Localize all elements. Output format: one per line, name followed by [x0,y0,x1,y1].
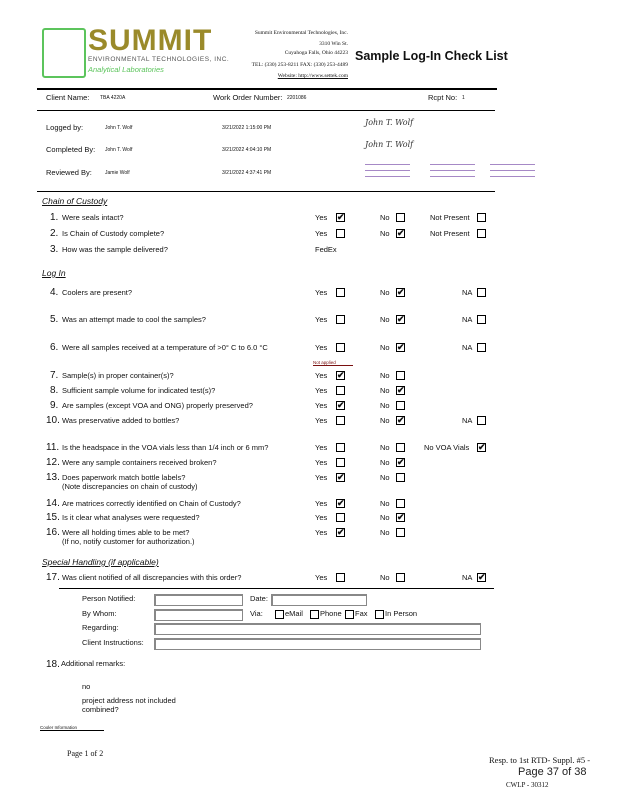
option-label: No [380,229,390,238]
checked-checkbox[interactable]: ✔ [397,287,405,297]
question-number: 8. [50,385,59,396]
checkbox[interactable] [477,416,486,425]
checkbox[interactable] [396,443,405,452]
question-number: 5. [50,314,59,325]
checked-checkbox[interactable]: ✔ [337,400,345,410]
option-label: No [380,528,390,537]
reviewer-signature-image [365,162,410,180]
question-text: Are samples (except VOA and ONG) properly preserved? [62,401,253,410]
option-label: No [380,416,390,425]
overall-page-number: Page 37 of 38 [518,766,587,778]
question-answer: FedEx [315,245,337,254]
option-label: No [380,499,390,508]
person-name: John T. Wolf [105,147,133,153]
checkbox[interactable] [336,573,345,582]
remark-line: no [82,682,91,691]
remarks-label: Additional remarks: [61,659,126,668]
not-applied-note: Not applied [313,360,353,366]
option-label: Yes [315,343,328,352]
option-label: Yes [315,401,328,410]
person-role-label: Reviewed By: [46,168,92,177]
checkbox[interactable] [336,315,345,324]
question-number: 4. [50,287,59,298]
checkbox[interactable] [477,343,486,352]
question-text: Does paperwork match bottle labels? [62,473,186,482]
option-label: Yes [315,573,328,582]
question-number: 11. [46,442,60,453]
client-name-label: Client Name: [46,93,90,102]
question-number: 14. [46,498,60,509]
checkbox[interactable] [336,386,345,395]
person-datetime: 3/21/2022 4:04:10 PM [222,147,272,153]
summit-logo-icon [42,28,86,78]
rcpt-no-label: Rcpt No: [428,93,458,102]
question-text: Were any sample containers received broken? [62,458,217,467]
question-number: 15. [46,512,60,523]
logo-wordmark: SUMMIT [88,24,213,57]
checked-checkbox[interactable]: ✔ [397,415,405,425]
via-label: Via: [250,609,263,618]
signature-image: John T. Wolf [365,118,414,127]
response-label: Resp. to 1st RTD- Suppl. #5 - [489,755,591,765]
option-label: No [380,443,390,452]
work-order-value: 2201086 [287,95,307,101]
question-note: (Note discrepancies on chain of custody) [62,482,198,491]
question-text: Were seals intact? [62,213,124,222]
question-text: Was client notified of all discrepancies with this order? [62,573,242,582]
question-text: Were all samples received at a temperature of >0° C to 6.0 °C [62,343,268,352]
option-label: NA [462,416,473,425]
option-label: NA [462,573,473,582]
checked-checkbox[interactable]: ✔ [397,342,405,352]
client-instructions-label: Client Instructions: [82,638,144,647]
address-line: Cuyahoga Falls, Ohio 44223 [284,50,348,56]
via-phone-label: Phone [320,609,342,618]
checkbox[interactable] [336,343,345,352]
question-text: Is Chain of Custody complete? [62,229,165,238]
checked-checkbox[interactable]: ✔ [478,572,486,582]
question-text: Were all holding times able to be met? [62,528,190,537]
option-label: No [380,401,390,410]
option-label: Yes [315,458,328,467]
via-email-checkbox[interactable] [275,610,284,619]
address-line: Summit Environmental Technologies, Inc. [254,30,348,36]
checked-checkbox[interactable]: ✔ [337,212,345,222]
question-number: 10. [46,415,60,426]
option-label: NA [462,343,473,352]
remark-line: combined? [82,705,119,714]
via-phone-checkbox[interactable] [310,610,319,619]
option-label: Yes [315,443,328,452]
via-in-person-checkbox[interactable] [375,610,384,619]
signature-image: John T. Wolf [365,140,414,149]
option-label: Yes [315,416,328,425]
option-label: Not Present [430,213,470,222]
checkbox[interactable] [477,229,486,238]
cwlp-number: CWLP - 30312 [506,781,549,789]
divider [59,588,494,589]
option-label: Yes [315,213,328,222]
regarding-label: Regarding: [82,623,119,632]
address-line: 3310 Win St. [319,41,348,47]
question-number: 18. [46,659,60,670]
rcpt-no-value: 1 [462,95,465,101]
question-number: 13. [46,472,60,483]
question-text: Sample(s) in proper container(s)? [62,371,174,380]
page-number: Page 1 of 2 [67,749,104,758]
option-label: No [380,458,390,467]
option-label: No [380,573,390,582]
option-label: Yes [315,386,328,395]
remark-line: project address not included [82,696,176,705]
logo-lab: Analytical Laboratories [88,65,164,74]
checked-checkbox[interactable]: ✔ [337,472,345,482]
logo-subtitle: ENVIRONMENTAL TECHNOLOGIES, INC. [88,56,230,63]
option-label: NA [462,315,473,324]
option-label: No [380,386,390,395]
option-label: Yes [315,528,328,537]
question-number: 7. [50,370,59,381]
question-text: Coolers are present? [62,288,133,297]
checkbox[interactable] [396,213,405,222]
via-fax-label: Fax [355,609,368,618]
checkbox[interactable] [336,458,345,467]
option-label: Yes [315,499,328,508]
person-datetime: 3/21/2022 1:15:00 PM [222,125,272,131]
regarding-field[interactable] [154,623,481,635]
person-notified-field[interactable] [154,594,243,606]
question-number: 2. [50,228,59,239]
section-chain-of-custody: Chain of Custody [42,196,108,206]
question-note: (If no, notify customer for authorization.) [62,537,195,546]
checkbox[interactable] [396,371,405,380]
option-label: No [380,371,390,380]
checked-checkbox[interactable]: ✔ [397,314,405,324]
checked-checkbox[interactable]: ✔ [337,527,345,537]
reviewer-signature-image [490,162,535,180]
by-whom-field[interactable] [154,609,243,621]
checkbox[interactable] [336,416,345,425]
checked-checkbox[interactable]: ✔ [397,457,405,467]
question-number: 1. [50,212,59,223]
person-role-label: Logged by: [46,123,84,132]
checkbox[interactable] [477,315,486,324]
option-label: No [380,343,390,352]
person-name: John T. Wolf [105,125,133,131]
option-label: NA [462,288,473,297]
date-field[interactable] [271,594,367,606]
option-label: Yes [315,473,328,482]
section-special-handling: Special Handling (if applicable) [42,557,159,567]
cooler-information-heading: Cooler Information [40,725,104,731]
checked-checkbox[interactable]: ✔ [337,498,345,508]
question-text: Is it clear what analyses were requested? [62,513,200,522]
website-link[interactable]: Website: http://www.settek.com [277,73,348,79]
option-label: No [380,288,390,297]
question-number: 6. [50,342,59,353]
checkbox[interactable] [396,573,405,582]
client-name-value: TBA 4220A [100,95,126,101]
question-number: 12. [46,457,60,468]
option-label: Yes [315,513,328,522]
person-name: Jamie Wolf [105,170,130,176]
reviewer-signature-image [430,162,475,180]
divider [37,110,495,111]
address-line: TEL: (330) 253-8211 FAX: (330) 253-4489 [251,62,348,68]
question-number: 17. [46,572,60,583]
option-label: Yes [315,315,328,324]
question-number: 3. [50,244,59,255]
option-label: Yes [315,288,328,297]
date-label: Date: [250,594,268,603]
question-text: Was preservative added to bottles? [62,416,180,425]
checkbox[interactable] [336,513,345,522]
page-title: Sample Log-In Check List [355,49,508,63]
option-label: No [380,513,390,522]
question-text: Are matrices correctly identified on Chain of Custody? [62,499,241,508]
checked-checkbox[interactable]: ✔ [397,512,405,522]
checkbox[interactable] [477,213,486,222]
checkbox[interactable] [336,443,345,452]
option-label: Yes [315,371,328,380]
via-fax-checkbox[interactable] [345,610,354,619]
checkbox[interactable] [396,499,405,508]
question-text: Was an attempt made to cool the samples? [62,315,206,324]
via-in-person-label: In Person [385,609,418,618]
question-text: Is the headspace in the VOA vials less than 1/4 inch or 6 mm? [62,443,269,452]
work-order-label: Work Order Number: [213,93,283,102]
checked-checkbox[interactable]: ✔ [478,442,486,452]
checked-checkbox[interactable]: ✔ [337,370,345,380]
question-number: 16. [46,527,60,538]
divider [37,88,497,90]
checkbox[interactable] [477,288,486,297]
option-label: No [380,213,390,222]
option-label: No [380,473,390,482]
checkbox[interactable] [396,473,405,482]
option-label: Not Present [430,229,470,238]
question-text: Sufficient sample volume for indicated test(s)? [62,386,216,395]
checked-checkbox[interactable]: ✔ [397,385,405,395]
person-notified-label: Person Notified: [82,594,136,603]
option-label: No [380,315,390,324]
option-label: Yes [315,229,328,238]
checkbox[interactable] [336,288,345,297]
option-label: No VOA Vials [424,443,470,452]
checkbox[interactable] [396,401,405,410]
client-instructions-field[interactable] [154,638,481,650]
person-role-label: Completed By: [46,145,96,154]
question-text: How was the sample delivered? [62,245,168,254]
via-email-label: eMail [285,609,303,618]
divider [37,191,495,192]
question-number: 9. [50,400,59,411]
checked-checkbox[interactable]: ✔ [397,228,405,238]
checkbox[interactable] [336,229,345,238]
by-whom-label: By Whom: [82,609,117,618]
person-datetime: 3/21/2022 4:37:41 PM [222,170,272,176]
checkbox[interactable] [396,528,405,537]
section-log-in: Log In [42,268,66,278]
